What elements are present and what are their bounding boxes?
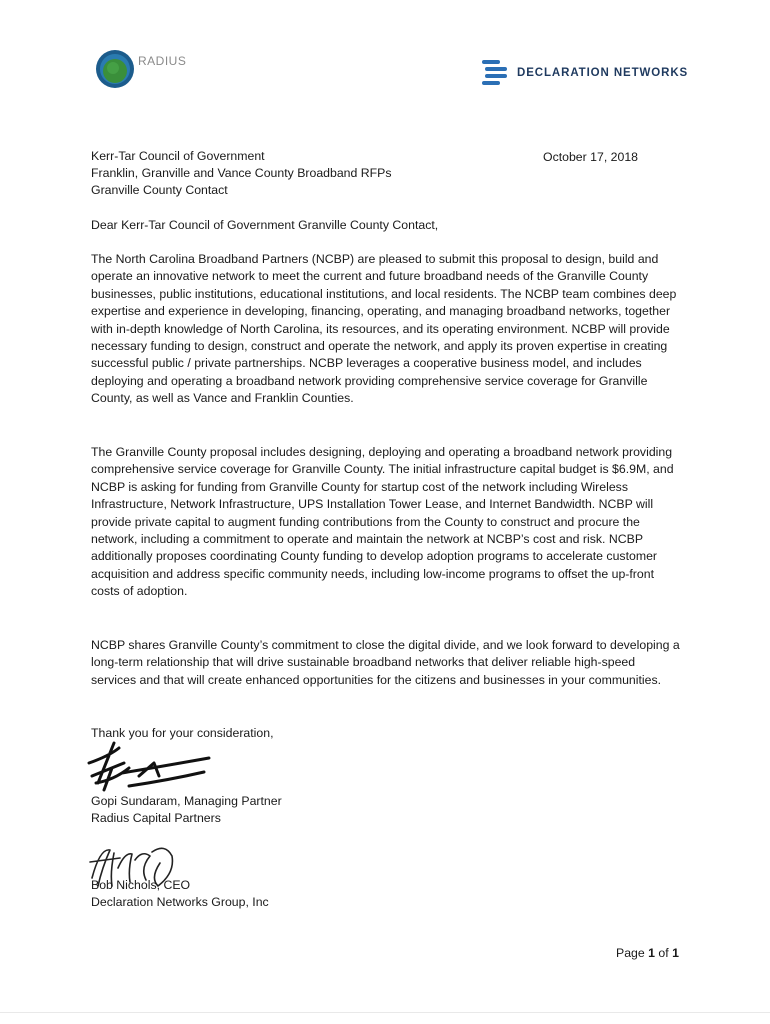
body-paragraph-1: The North Carolina Broadband Partners (NCBP) are pleased to submit this proposal to design, build and operate an innovative network to meet the current and future broadband needs of the Granville County businesses, public institutions, educational institutions, and local residents. The NCBP team combines deep expertise and experience in developing, financing, operating, and managing broadband networks, together with in-depth knowledge of North Carolina, its resources, and its operating environment. NCBP will provide necessary funding to design, construct and operate the network, and apply its proven expertise in creating successful public / private partnerships. NCBP leverages a cooperative business model, and includes deploying and operating a broadband network providing comprehensive service coverage for Granville County, as well as Vance and Franklin Counties. [91,252,677,406]
recipient-line-3: Granville County Contact [91,183,228,197]
declaration-networks-logo [481,58,688,88]
radius-logo-text: RADIUS [138,54,187,68]
radius-logo [94,48,186,90]
signer-2-org: Declaration Networks Group, Inc [91,895,269,909]
salutation: Dear Kerr-Tar Council of Government Granville County Contact, [91,218,439,232]
declaration-logo-text: DECLARATION NETWORKS [517,67,689,79]
signer-1-block [91,793,282,827]
signer-1-name: Gopi Sundaram, Managing Partner [91,794,282,808]
radius-logo-icon [94,48,136,90]
signer-2-name: Bob Nichols, CEO [91,878,191,892]
body-paragraph-3: NCBP shares Granville County’s commitment to close the digital divide, and we look forward to developing a long-term relationship that will drive sustainable broadband networks that deliver reliable high-speed services and that will create enhanced opportunities for the citizens and businesses in your communities. [91,638,680,687]
recipient-line-1: Kerr-Tar Council of Government [91,149,265,163]
signer-2-block [91,877,269,911]
signature-gopi-sundaram [84,738,224,798]
closing-line: Thank you for your consideration, [91,726,274,740]
page-current: 1 [648,946,655,960]
scan-edge-line [0,1012,770,1013]
body-paragraph-2: The Granville County proposal includes designing, deploying and operating a broadband network providing comprehensive service coverage for Granville County. The initial infrastructure capital budget is $6.9M, and NCBP is asking for funding from Granville County for startup cost of the network including Wireless Infrastructure, Network Infrastructure, UPS Installation Tower Lease, and Internet Bandwidth. NCBP will provide private capital to augment funding contributions from the County to construct and procure the network, including a commitment to operate and maintain the network at NCBP’s cost and risk. NCBP additionally proposes coordinating County funding to develop adoption programs to accelerate customer acquisition and address specific community needs, including low-income programs to offset the up-front costs of adoption. [91,445,674,599]
page-total: 1 [672,946,679,960]
letter-date: October 17, 2018 [543,150,639,164]
page-prefix: Page [616,946,649,960]
recipient-line-2: Franklin, Granville and Vance County Broadband RFPs [91,166,392,180]
page-of: of [654,946,673,960]
page-number [616,946,679,960]
declaration-logo-icon [481,58,509,88]
recipient-address [91,148,392,199]
signer-1-org: Radius Capital Partners [91,811,221,825]
